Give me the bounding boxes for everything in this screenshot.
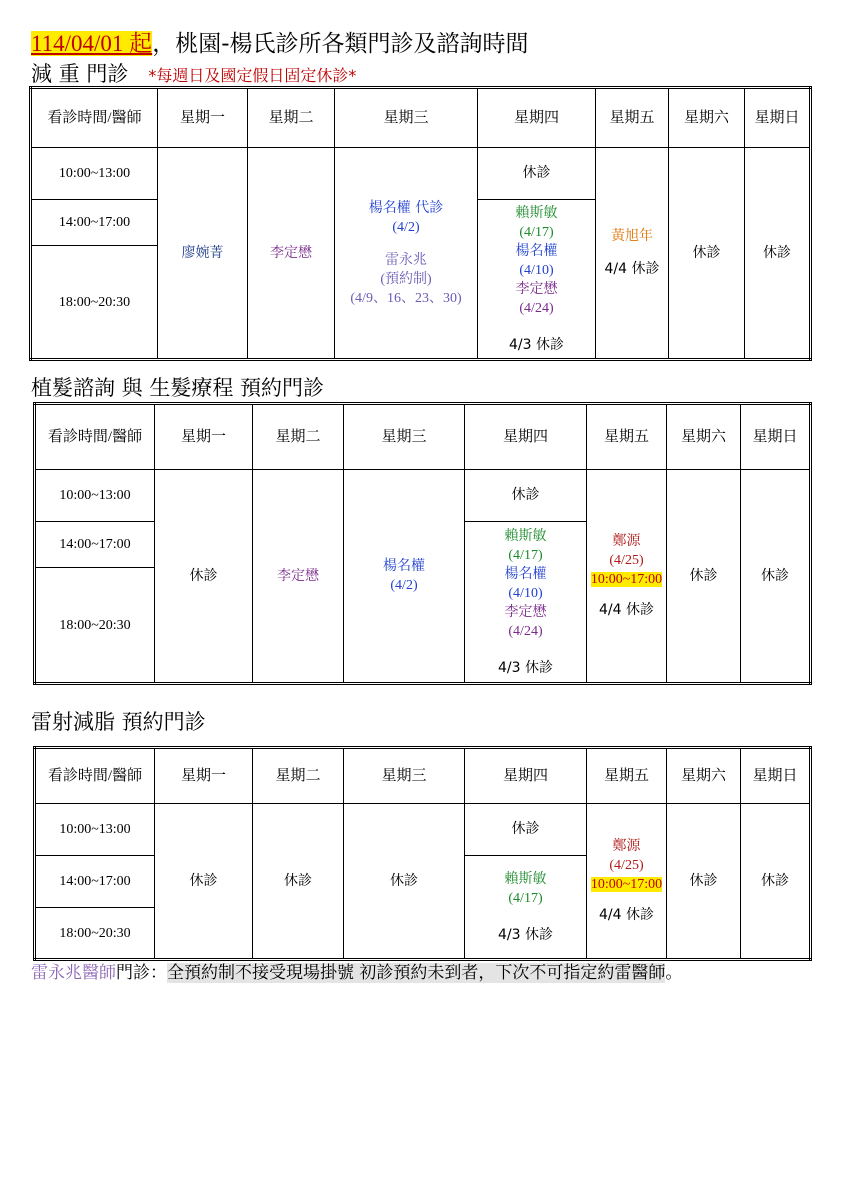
hair-saturday-cell: 休診 xyxy=(667,470,741,684)
time-slot-morning: 10:00~13:00 xyxy=(35,804,155,856)
header-wednesday: 星期三 xyxy=(335,88,478,148)
laser-thu-off: 4/3 休診 xyxy=(498,926,553,943)
weight-thu-doctor-2: 楊名權 xyxy=(515,242,558,259)
weight-section-heading xyxy=(31,62,356,88)
hair-wed-date: (4/2) xyxy=(390,578,418,593)
laser-wednesday-cell: 休診 xyxy=(344,804,465,960)
laser-fri-doctor: 鄭源 xyxy=(612,838,641,854)
header-sunday: 星期日 xyxy=(741,404,811,470)
footer-text: 全預約制不接受現場掛號 初診預約未到者，下次不可指定約雷醫師 xyxy=(167,963,666,983)
header-thursday: 星期四 xyxy=(478,88,596,148)
header-sunday: 星期日 xyxy=(741,748,811,804)
footer-note xyxy=(31,962,682,984)
weight-saturday-cell: 休診 xyxy=(669,148,745,360)
header-saturday: 星期六 xyxy=(667,748,741,804)
header-time-doctor: 看診時間/醫師 xyxy=(31,88,158,148)
weight-thu-doctor-3: 李定懋 xyxy=(515,280,558,297)
weight-schedule-table xyxy=(29,86,812,361)
weight-section-name: 減 重 門診 xyxy=(31,62,129,86)
table-row xyxy=(35,804,811,856)
laser-thu-date: (4/17) xyxy=(508,890,543,906)
hair-section-name: 植髮諮詢 與 生髮療程 預約門診 xyxy=(31,376,325,400)
hair-friday-cell xyxy=(587,470,667,684)
weight-thursday-morning: 休診 xyxy=(478,148,596,200)
weight-thursday-rest xyxy=(478,200,596,360)
hair-section-heading xyxy=(31,376,324,400)
weight-wed-mode: (預約制) xyxy=(380,271,432,287)
header-sunday: 星期日 xyxy=(745,88,811,148)
table-row xyxy=(35,470,811,522)
header-tuesday: 星期二 xyxy=(248,88,335,148)
hair-thu-doctor-1: 賴斯敏 xyxy=(504,527,547,544)
title-date: 114/04/01 起 xyxy=(31,31,153,56)
time-slot-morning: 10:00~13:00 xyxy=(31,148,158,200)
hair-thu-off: 4/3 休診 xyxy=(498,659,553,676)
weight-fri-off: 4/4 休診 xyxy=(604,261,660,277)
hair-monday-cell: 休診 xyxy=(155,470,253,684)
header-time-doctor: 看診時間/醫師 xyxy=(35,748,155,804)
footer-end: 。 xyxy=(665,963,683,983)
hair-sunday-cell: 休診 xyxy=(741,470,811,684)
laser-friday-cell xyxy=(587,804,667,960)
hair-wed-doctor: 楊名權 xyxy=(383,558,425,574)
header-saturday: 星期六 xyxy=(669,88,745,148)
weight-wed-date-1: (4/2) xyxy=(392,219,420,235)
hair-fri-time: 10:00~17:00 xyxy=(590,572,663,587)
hair-thu-doctor-3: 李定懋 xyxy=(504,603,547,620)
header-monday: 星期一 xyxy=(155,748,253,804)
header-monday: 星期一 xyxy=(158,88,248,148)
weight-thu-date-3: (4/24) xyxy=(519,300,554,316)
hair-thu-doctor-2: 楊名權 xyxy=(504,565,547,582)
hair-wednesday-cell xyxy=(344,470,465,684)
header-friday: 星期五 xyxy=(596,88,669,148)
weight-sunday-cell: 休診 xyxy=(745,148,811,360)
time-slot-afternoon: 14:00~17:00 xyxy=(31,200,158,246)
header-thursday: 星期四 xyxy=(465,404,587,470)
weight-tuesday-cell: 李定懋 xyxy=(248,148,335,360)
laser-thursday-morning: 休診 xyxy=(465,804,587,856)
weight-fri-doctor: 黃旭年 xyxy=(611,228,653,244)
header-saturday: 星期六 xyxy=(667,404,741,470)
hair-schedule-table xyxy=(33,402,812,685)
time-slot-evening: 18:00~20:30 xyxy=(31,246,158,360)
weight-wed-dates-2: (4/9、16、23、30) xyxy=(350,290,462,306)
time-slot-evening: 18:00~20:30 xyxy=(35,568,155,684)
laser-tuesday-cell: 休診 xyxy=(253,804,344,960)
weight-monday-cell: 廖婉菁 xyxy=(158,148,248,360)
weight-header-row xyxy=(31,88,811,148)
title-text: ，桃園-楊氏診所各類門診及諮詢時間 xyxy=(152,31,529,57)
header-monday: 星期一 xyxy=(155,404,253,470)
weight-friday-cell xyxy=(596,148,669,360)
hair-tuesday-cell: 李定懋 xyxy=(253,470,344,684)
weight-wed-doctor-1: 楊名權 代診 xyxy=(368,199,444,216)
laser-thu-doctor: 賴斯敏 xyxy=(504,870,547,887)
weight-section-note: *每週日及國定假日固定休診* xyxy=(148,66,357,85)
weight-thu-date-2: (4/10) xyxy=(519,262,554,278)
time-slot-morning: 10:00~13:00 xyxy=(35,470,155,522)
hair-fri-off: 4/4 休診 xyxy=(599,602,654,618)
laser-fri-date: (4/25) xyxy=(609,858,644,873)
laser-section-name: 雷射減脂 預約門診 xyxy=(31,710,206,734)
hair-fri-doctor: 鄭源 xyxy=(612,533,641,549)
laser-saturday-cell: 休診 xyxy=(667,804,741,960)
weight-thu-date-1: (4/17) xyxy=(519,224,554,240)
hair-header-row xyxy=(35,404,811,470)
hair-thu-date-3: (4/24) xyxy=(508,623,543,639)
time-slot-afternoon: 14:00~17:00 xyxy=(35,856,155,908)
header-wednesday: 星期三 xyxy=(344,748,465,804)
hair-thu-date-1: (4/17) xyxy=(508,547,543,563)
laser-section-heading xyxy=(31,710,206,734)
header-thursday: 星期四 xyxy=(465,748,587,804)
hair-thu-date-2: (4/10) xyxy=(508,585,543,601)
header-wednesday: 星期三 xyxy=(344,404,465,470)
laser-monday-cell: 休診 xyxy=(155,804,253,960)
header-tuesday: 星期二 xyxy=(253,748,344,804)
weight-wed-doctor-2: 雷永兆 xyxy=(385,251,427,268)
header-tuesday: 星期二 xyxy=(253,404,344,470)
laser-thursday-rest xyxy=(465,856,587,960)
page-title xyxy=(31,30,529,58)
weight-thu-off: 4/3 休診 xyxy=(509,336,564,353)
laser-fri-time: 10:00~17:00 xyxy=(590,877,663,892)
laser-sunday-cell: 休診 xyxy=(741,804,811,960)
time-slot-evening: 18:00~20:30 xyxy=(35,908,155,960)
header-time-doctor: 看診時間/醫師 xyxy=(35,404,155,470)
hair-thursday-morning: 休診 xyxy=(465,470,587,522)
hair-thursday-rest xyxy=(465,522,587,684)
table-row xyxy=(31,148,811,200)
weight-thu-doctor-1: 賴斯敏 xyxy=(515,204,558,221)
laser-fri-off: 4/4 休診 xyxy=(599,907,654,923)
footer-doctor: 雷永兆醫師 xyxy=(31,963,116,983)
time-slot-afternoon: 14:00~17:00 xyxy=(35,522,155,568)
laser-schedule-table xyxy=(33,746,812,961)
hair-fri-date: (4/25) xyxy=(609,553,644,568)
footer-label: 門診： xyxy=(116,963,167,983)
weight-wednesday-cell xyxy=(335,148,478,360)
header-friday: 星期五 xyxy=(587,748,667,804)
laser-header-row xyxy=(35,748,811,804)
header-friday: 星期五 xyxy=(587,404,667,470)
